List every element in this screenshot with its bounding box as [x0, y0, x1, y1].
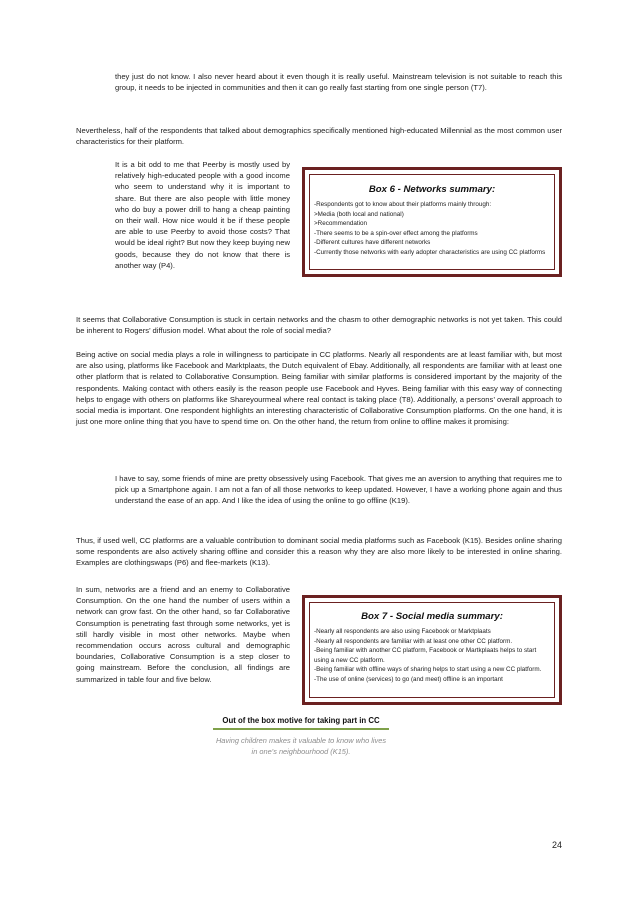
box-social-media-item: -Nearly all respondents are familiar with at least one other CC platform. [314, 637, 513, 645]
motive-callout [213, 714, 389, 757]
box-social-media-list [314, 627, 550, 685]
box-networks-item: -Different cultures have different networks [314, 239, 431, 247]
box-social-media-item: -Being familiar with another CC platform, Facebook or Martkplaats helps to start using a new CC platform. [314, 647, 537, 664]
box-networks-item: >Media (both local and national) [314, 210, 404, 218]
box-networks-list [314, 200, 550, 258]
box-networks-item: -Currently those networks with early adopter characteristics are using CC platforms [314, 248, 546, 256]
motive-title: Out of the box motive for taking part in CC [213, 714, 389, 730]
paragraph-in-sum: In sum, networks are a friend and an enemy to Collaborative Consumption. On the one hand the number of users within a network can grow fast. On the other hand, so far Collaborative Consumption is penetrating fast through some networks, yet is still hardly visible in most other networks. Maybe when recommendation occurs across cultural and demographic boundaries, Collaborative Consumption is a step closer to going mainstream. Before the conclusion, all findings are summarized in table four and five below. [76, 585, 290, 684]
box-networks-item: >Recommendation [314, 220, 368, 228]
paragraph-social-media: Being active on social media plays a role in willingness to participate in CC platforms. Nearly all respondents are at least familiar with, but most are also using, platforms like Facebook and Marktplaats, the Dutch equivalent of Ebay. Additionally, all respondents are familiar with at least one other platform that is related to Collaborative Consumption. Being familiar with similar platforms is considered important by the majority of the respondents. Making contact with others easily is the reason people use Facebook and Hyves. Being familiar with this easy way of connecting helps to engage with others on platforms like Shareyourmeal where real contact is taking place (T8). Additionally, a persons’ overall approach to social media is important. One respondent highlights an interesting characteristic of Collaborative Consumption platforms. On the one hand, it is just one more online thing that you have to spend time on. On the other hand, the return from online to offline makes it promising: [76, 350, 562, 427]
motive-text: Having children makes it valuable to know who lives in one’s neighbourhood (K15). [215, 736, 387, 757]
box-social-media-title: Box 7 - Social media summary: [361, 611, 503, 622]
box-social-media-summary [302, 595, 562, 705]
box-networks-item: -There seems to be a spin-over effect among the platforms [314, 229, 478, 237]
box-networks-title: Box 6 - Networks summary: [368, 184, 496, 195]
quote-peerby: It is a bit odd to me that Peerby is mostly used by relatively high-educated people with a good income who seem to understand why it is important to share. But there are also people with little money who do buy a power drill to hang a cheap painting on their wall. How nice would it be if these people are able to use Peerby to avoid those costs? That would be ideal right? But now they keep buying new goods, because they do not know that there is another way (P4). [115, 160, 290, 270]
paragraph-thus: Thus, if used well, CC platforms are a valuable contribution to dominant social media platforms such as Facebook (K15). Besides online sharing some respondents are also actively sharing offline and consider this a reason why they are also more likely to be interested in online sharing. Examples are clothingswaps (P6) and flee-markets (K13). [76, 536, 562, 568]
paragraph-nevertheless: Nevertheless, half of the respondents that talked about demographics specifically mentioned high-educated Millennial as the most common user characteristics for their platform. [76, 126, 562, 147]
quote-facebook: I have to say, some friends of mine are pretty obsessively using Facebook. That gives me an aversion to anything that requires me to pick up a Smartphone again. I am not a fan of all those networks to keep updated. However, I have a working phone again and thus understand the ease of an app. And I like the idea of using the online to go offline (K19). [115, 474, 562, 506]
box-networks-summary [302, 167, 562, 277]
box-social-media-item: -Being familiar with offline ways of sharing helps to start using a new CC platform. [314, 666, 542, 674]
box-networks-item: -Respondents got to know about their platforms mainly through: [314, 201, 492, 208]
paragraph-stuck-in-networks: It seems that Collaborative Consumption is stuck in certain networks and the chasm to other demographic networks is not yet taken. This could be inherent to Rogers’ diffusion model. What about the role of social media? [76, 315, 562, 336]
quote-t7: they just do not know. I also never heard about it even though it is really useful. Mainstream television is not suitable to reach this group, it needs to be injected in communities and then it can go really fast starting from one single person (T7). [115, 72, 562, 93]
box-social-media-item: -The use of online (services) to go (and meet) offline is an important [314, 675, 503, 683]
page-number: 24 [551, 840, 562, 850]
box-social-media-item: -Nearly all respondents are also using Facebook or Marktplaats [314, 628, 491, 635]
